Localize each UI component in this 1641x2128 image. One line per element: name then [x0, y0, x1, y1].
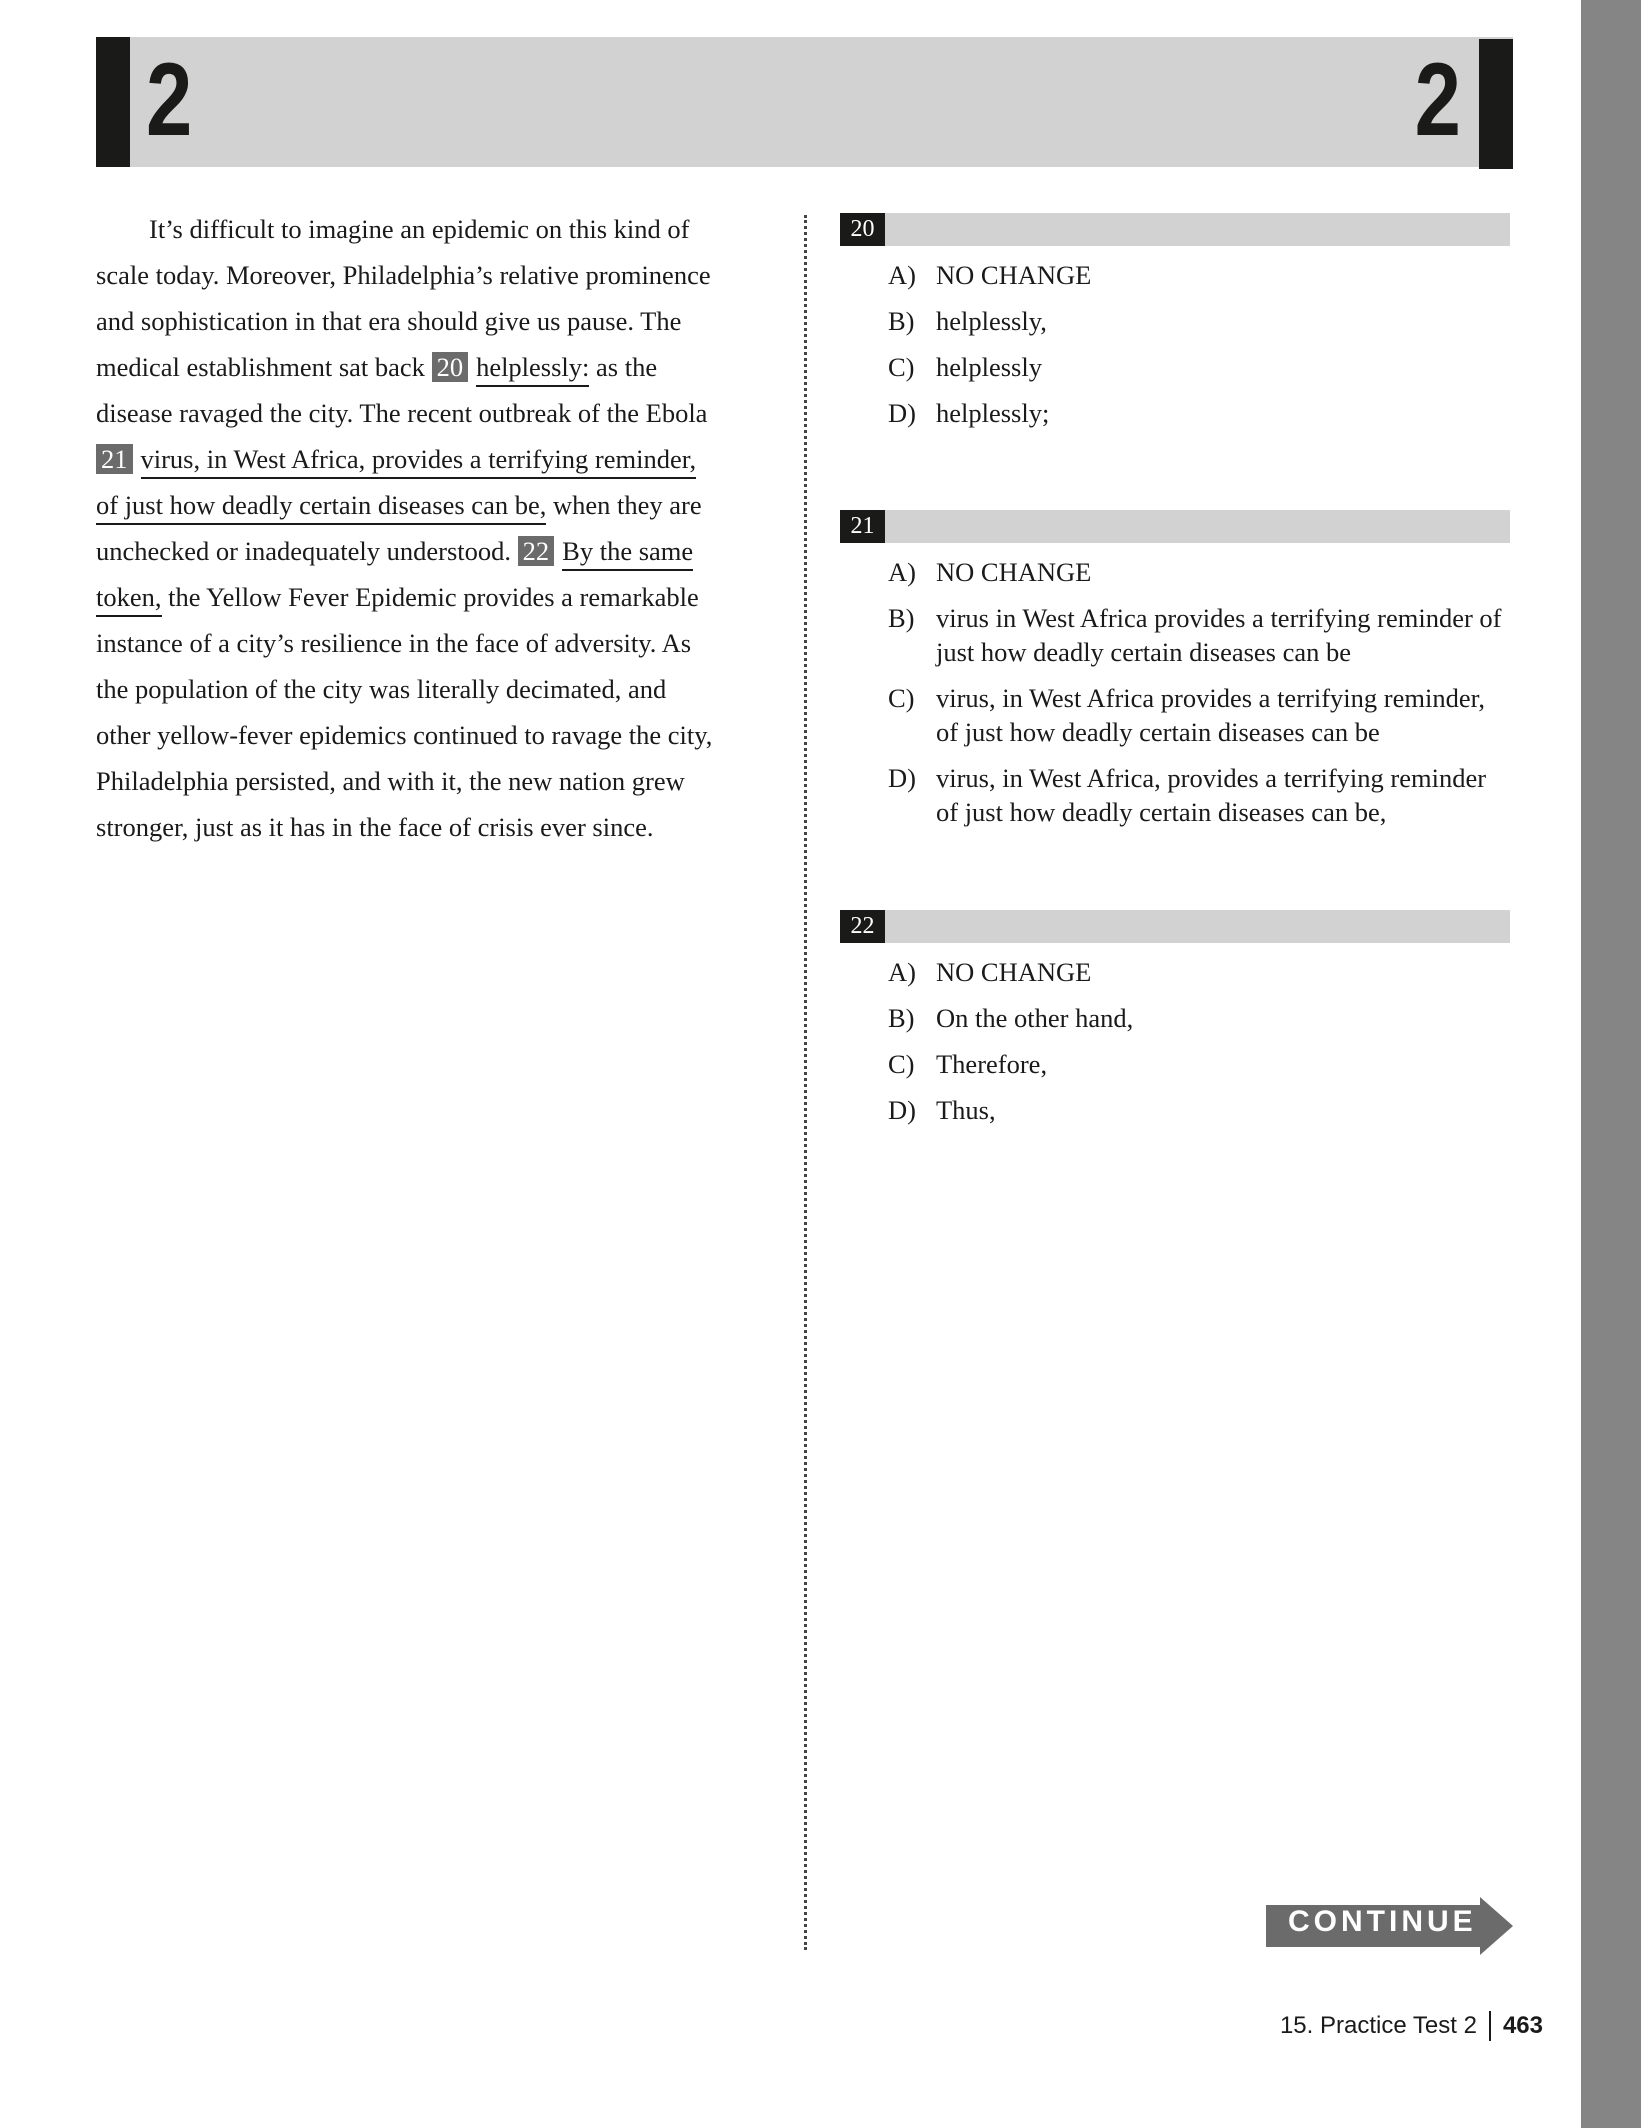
passage-line	[96, 528, 776, 574]
answer-option[interactable]	[840, 681, 1510, 749]
option-letter: A)	[888, 957, 916, 987]
option-text: virus in West Africa provides a terrifying reminder of just how deadly certain diseases can be	[936, 603, 1502, 667]
passage-line	[96, 298, 776, 344]
passage-line	[96, 712, 776, 758]
question-header-bar	[840, 213, 1510, 246]
question-number: 20	[840, 213, 885, 246]
section-number-right: 2	[1414, 42, 1461, 158]
option-letter: B)	[888, 603, 915, 633]
header-bar-left	[96, 37, 130, 167]
option-letter: A)	[888, 260, 916, 290]
option-text: NO CHANGE	[936, 557, 1092, 587]
passage-line	[96, 804, 776, 850]
option-letter: B)	[888, 1003, 915, 1033]
footer-separator	[1489, 2011, 1491, 2041]
question-22	[840, 910, 1510, 1127]
question-header-bar	[840, 510, 1510, 543]
passage-text: stronger, just as it has in the face of crisis ever since.	[96, 812, 654, 842]
underlined-text: By the same	[562, 536, 693, 571]
option-text: virus, in West Africa, provides a terrifying reminder of just how deadly certain diseases can be,	[936, 763, 1487, 827]
page-edge-tab	[1581, 0, 1641, 2128]
passage-line	[96, 390, 776, 436]
option-letter: A)	[888, 557, 916, 587]
passage	[96, 206, 776, 850]
passage-line	[96, 574, 776, 620]
passage-text: the population of the city was literally decimated, and	[96, 674, 667, 704]
answer-option[interactable]	[840, 955, 1510, 989]
option-text: Therefore,	[936, 1049, 1048, 1079]
underlined-text: helplessly:	[476, 352, 589, 387]
column-divider	[804, 215, 807, 1950]
option-letter: D)	[888, 1095, 916, 1125]
option-text: On the other hand,	[936, 1003, 1134, 1033]
answer-option[interactable]	[840, 350, 1510, 384]
page-footer	[1280, 2011, 1543, 2041]
passage-text: unchecked or inadequately understood.	[96, 536, 518, 566]
passage-line	[96, 344, 776, 390]
continue-button[interactable]	[1266, 1897, 1513, 1955]
passage-text: medical establishment sat back	[96, 352, 432, 382]
answer-option[interactable]	[840, 555, 1510, 589]
passage-line	[96, 436, 776, 482]
option-letter: D)	[888, 398, 916, 428]
passage-line	[96, 758, 776, 804]
answer-option[interactable]	[840, 761, 1510, 829]
passage-line	[96, 666, 776, 712]
passage-text: It’s difficult to imagine an epidemic on this kind of	[96, 214, 690, 244]
passage-text: and sophistication in that era should give us pause. The	[96, 306, 682, 336]
passage-text: when they are	[546, 490, 702, 520]
question-20	[840, 213, 1510, 430]
question-number-marker[interactable]: 20	[432, 352, 469, 382]
option-letter: C)	[888, 1049, 915, 1079]
answer-option[interactable]	[840, 1047, 1510, 1081]
option-text: NO CHANGE	[936, 260, 1092, 290]
option-text: NO CHANGE	[936, 957, 1092, 987]
answer-option[interactable]	[840, 1093, 1510, 1127]
underlined-text: virus, in West Africa, provides a terrifying reminder,	[141, 444, 697, 479]
passage-line	[96, 620, 776, 666]
option-text: virus, in West Africa provides a terrifying reminder, of just how deadly certain diseases can be	[936, 683, 1485, 747]
chapter-label: 15. Practice Test 2	[1279, 2012, 1477, 2039]
continue-label: CONTINUE	[1288, 1905, 1477, 1938]
answer-option[interactable]	[840, 1001, 1510, 1035]
question-number: 21	[840, 510, 885, 543]
option-text: Thus,	[936, 1095, 996, 1125]
underlined-text: token,	[96, 582, 162, 617]
section-number-left: 2	[146, 42, 193, 158]
answer-option[interactable]	[840, 396, 1510, 430]
question-21	[840, 510, 1510, 829]
question-header-bar	[840, 910, 1510, 943]
answer-option[interactable]	[840, 258, 1510, 292]
passage-line	[96, 482, 776, 528]
passage-text: scale today. Moreover, Philadelphia’s relative prominence	[96, 260, 711, 290]
option-letter: C)	[888, 683, 915, 713]
underlined-text: of just how deadly certain diseases can be,	[96, 490, 546, 525]
section-header	[96, 37, 1513, 167]
option-letter: D)	[888, 763, 916, 793]
option-letter: C)	[888, 352, 915, 382]
page-number: 463	[1502, 2012, 1543, 2039]
passage-text: instance of a city’s resilience in the face of adversity. As	[96, 628, 692, 658]
question-number-marker[interactable]: 21	[96, 444, 133, 474]
passage-text: other yellow-fever epidemics continued to ravage the city,	[96, 720, 713, 750]
answer-option[interactable]	[840, 601, 1510, 669]
passage-line	[96, 206, 776, 252]
question-number: 22	[840, 910, 885, 943]
option-text: helplessly,	[936, 306, 1047, 336]
passage-text: Philadelphia persisted, and with it, the new nation grew	[96, 766, 685, 796]
passage-text: as the	[589, 352, 658, 382]
option-text: helplessly;	[936, 398, 1050, 428]
passage-text: the Yellow Fever Epidemic provides a remarkable	[161, 582, 699, 612]
answer-option[interactable]	[840, 304, 1510, 338]
passage-text: disease ravaged the city. The recent outbreak of the Ebola	[96, 398, 708, 428]
option-letter: B)	[888, 306, 915, 336]
passage-line	[96, 252, 776, 298]
option-text: helplessly	[936, 352, 1042, 382]
question-number-marker[interactable]: 22	[518, 536, 555, 566]
header-bar-right	[1479, 39, 1513, 169]
